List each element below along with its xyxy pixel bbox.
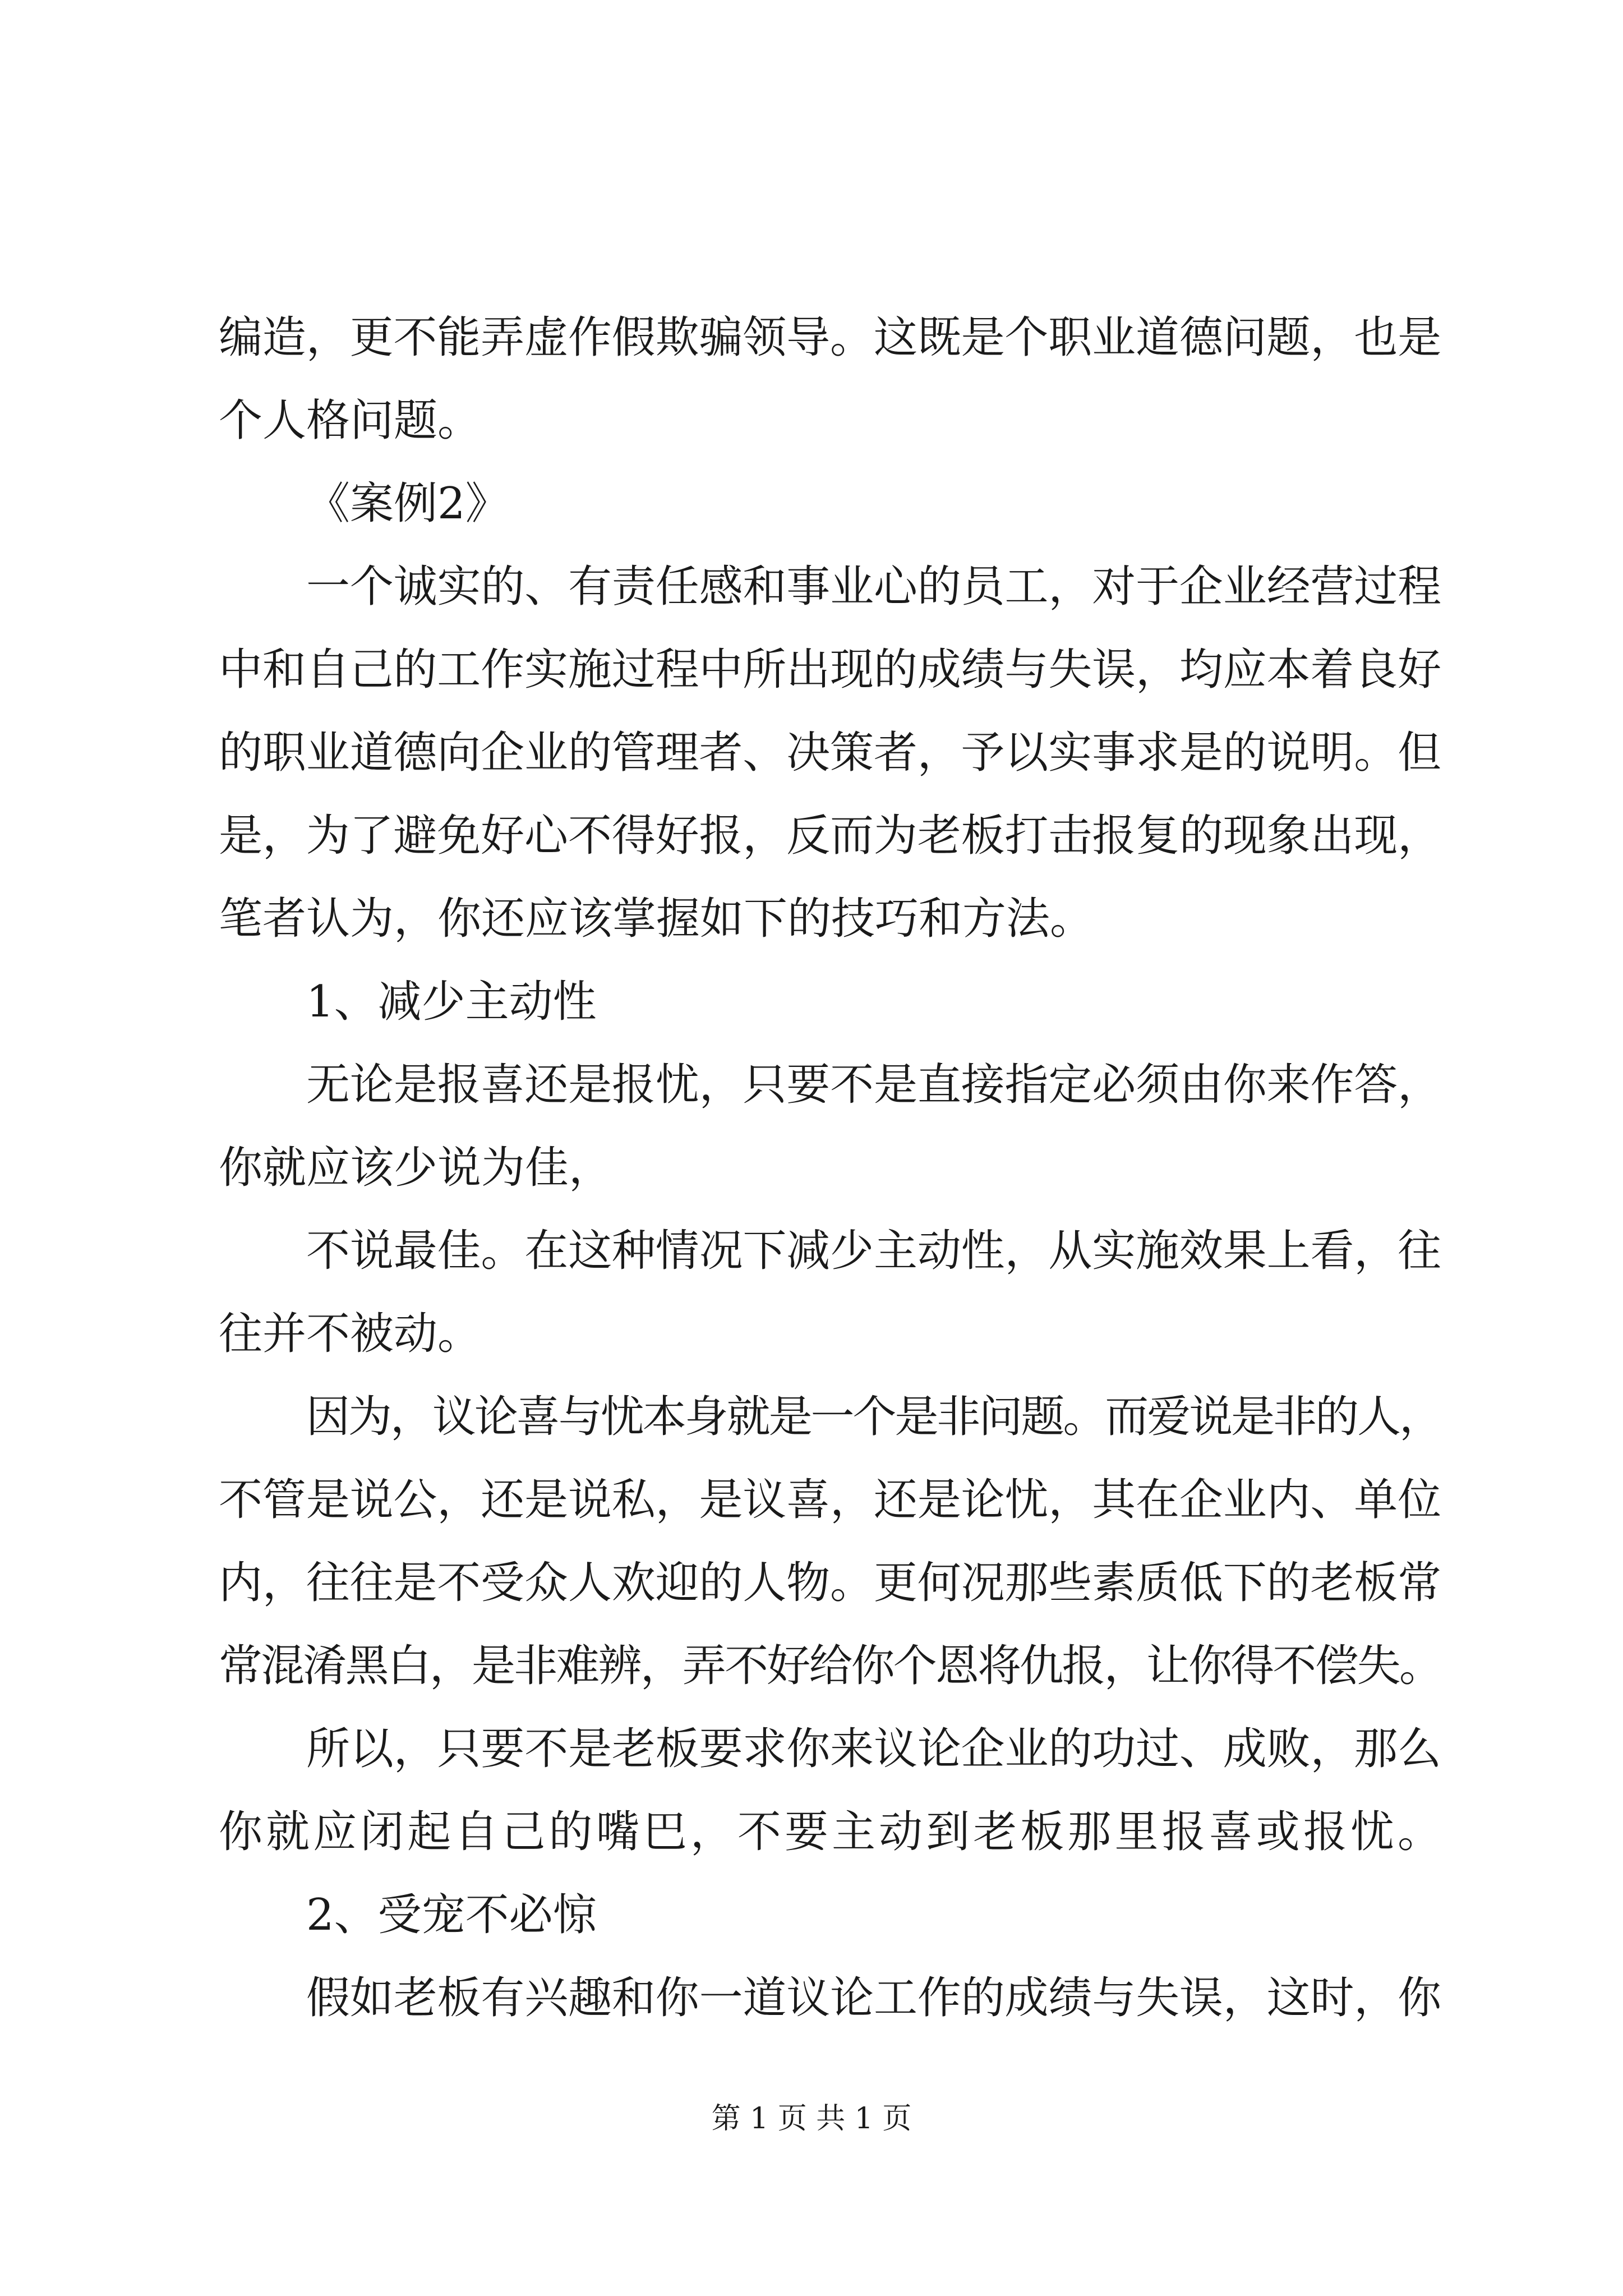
body-text (219, 296, 1445, 2040)
text-line: 不说最佳。在这种情况下减少主动性，从实施效果上看，往 (306, 1226, 1441, 1276)
text-line: 不管是说公，还是说私，是议喜，还是论忧，其在企业内、单位 (219, 1475, 1441, 1525)
page-footer: 第 1 页 共 1 页 (711, 2102, 912, 2136)
text-line: 因为，议论喜与忧本身就是一个是非问题。而爱说是非的人， (306, 1392, 1441, 1442)
text-line: 假如老板有兴趣和你一道议论工作的成绩与失误，这时，你 (306, 1973, 1441, 2023)
text-line: 1、减少主动性 (306, 977, 597, 1027)
text-line: 内，往往是不受众人欢迎的人物。更何况那些素质低下的老板常 (219, 1558, 1441, 1608)
text-line: 往并不被动。 (219, 1309, 482, 1359)
text-line: 《案例2》 (306, 478, 509, 529)
text-line: 个人格问题。 (219, 395, 482, 446)
text-line: 是，为了避免好心不得好报，反而为老板打击报复的现象出现， (219, 811, 1441, 861)
text-line: 一个诚实的、有责任感和事业心的员工，对于企业经营过程 (306, 562, 1441, 612)
text-line: 2、受宠不必惊 (306, 1890, 597, 1940)
text-line: 常混淆黑白，是非难辨，弄不好给你个恩将仇报，让你得不偿失。 (219, 1641, 1441, 1691)
text-line: 所以，只要不是老板要求你来议论企业的功过、成败，那么 (306, 1724, 1441, 1774)
text-line: 你就应闭起自己的嘴巴，不要主动到老板那里报喜或报忧。 (219, 1807, 1445, 1857)
text-line: 中和自己的工作实施过程中所出现的成绩与失误，均应本着良好 (219, 645, 1441, 695)
text-line: 无论是报喜还是报忧，只要不是直接指定必须由你来作答， (306, 1060, 1441, 1110)
text-line: 编造，更不能弄虚作假欺骗领导。这既是个职业道德问题，也是 (219, 312, 1441, 363)
text-line: 笔者认为，你还应该掌握如下的技巧和方法。 (219, 894, 1094, 944)
text-line: 的职业道德向企业的管理者、决策者，予以实事求是的说明。但 (219, 728, 1441, 778)
text-line: 你就应该少说为佳， (219, 1143, 613, 1193)
